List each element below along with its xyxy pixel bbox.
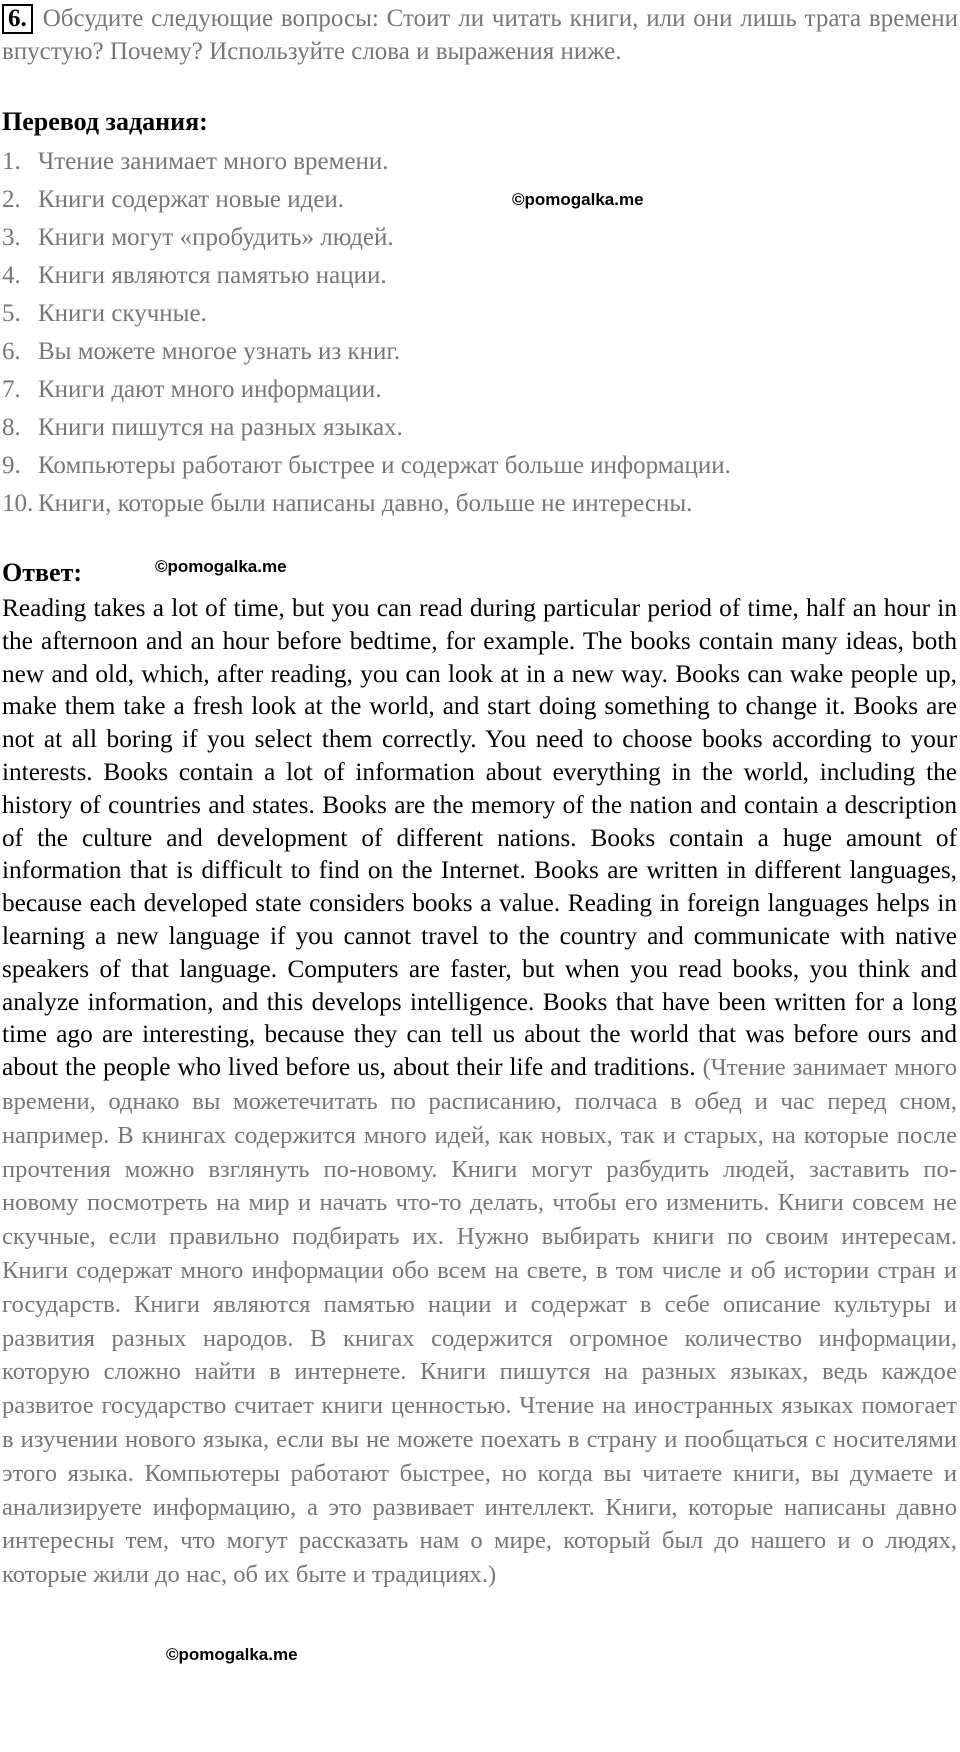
answer-title: Ответ: [2, 558, 83, 587]
list-item: 5. Книги скучные. [2, 300, 207, 327]
watermark: ©pomogalka.me [166, 1645, 298, 1664]
list-item: 4. Книги являются памятью нации. [2, 262, 387, 289]
watermark: ©pomogalka.me [155, 557, 287, 576]
answer-text [2, 592, 957, 1592]
list-item: 7. Книги дают много информации. [2, 376, 382, 403]
translation-title: Перевод задания: [2, 107, 208, 136]
list-item: 3. Книги могут «пробудить» людей. [2, 224, 394, 251]
task-header [2, 2, 958, 68]
list-item: 1. Чтение занимает много времени. [2, 148, 389, 175]
list-item: 9. Компьютеры работают быстрее и содержат больше информации. [2, 452, 731, 479]
list-item: 8. Книги пишутся на разных языках. [2, 414, 403, 441]
watermark: ©pomogalka.me [512, 190, 644, 209]
list-item: 6. Вы можете многое узнать из книг. [2, 338, 401, 365]
task-prompt: Обсудите следующие вопросы: Стоит ли читать книги, или они лишь трата времени впустую? Почему? Используйте слова и выражения ниже. [2, 5, 958, 65]
answer-english: Reading takes a lot of time, but you can read during particular period of time, half an hour in the afternoon and an hour before bedtime, for example. The books contain many ideas, both new and old, which, after reading, you can look at in a new way. Books can wake people up, make them take a fresh look at the world, and start doing something to change it. Books are not at all boring if you select them correctly. You need to choose books according to your interests. Books contain a lot of information about everything in the world, including the history of countries and states. Books are the memory of the nation and contain a description of the culture and development of different nations. Books contain a huge amount of information that is difficult to find on the Internet. Books are written in different languages, because each developed state considers books a value. Reading in foreign languages helps in learning a new language if you cannot travel to the country and communicate with native speakers of that language. Computers are faster, but when you read books, you think and analyze information, and this develops intelligence. Books that have been written for a long time ago are interesting, because they can tell us about the world that was before ours and about the people who lived before us, about their life and traditions. [2, 594, 957, 1082]
answer-russian: (Чтение занимает много времени, однако вы можетечитать по расписанию, полчаса в обед и час перед сном, например. В кнингах содержится много идей, как новых, так и старых, на которые после прочтения можно взглянуть по-новому. Книги могут разбудить людей, заставить по-новому посмотреть на мир и начать что-то делать, чтобы его изменить. Книги совсем не скучные, если правильно подбирать их. Нужно выбирать книги по своим интересам. Книги содержат много информации обо всем на свете, в том числе и об истории стран и государств. Книги являются памятью нации и содержат в себе описание культуры и развития разных народов. В книгах содержится огромное количество информации, которую сложно найти в интернете. Книги пишутся на разных языках, ведь каждое развитое государство считает книги ценностью. Чтение на иностранных языках помогает в изучении нового языка, если вы не можете поехать в страну и пообщаться с носителями этого языка. Компьютеры работают быстрее, но когда вы читаете книги, вы думаете и анализируете информацию, а это развивает интеллект. Книги, которые написаны давно интересны тем, что могут рассказать нам о мире, который был до нашего и о людях, которые жили до нас, об их быте и традициях.) [2, 1054, 957, 1589]
task-number: 6. [2, 4, 33, 34]
list-item: 10. Книги, которые были написаны давно, больше не интересны. [2, 490, 693, 517]
list-item: 2. Книги содержат новые идеи. [2, 186, 345, 213]
